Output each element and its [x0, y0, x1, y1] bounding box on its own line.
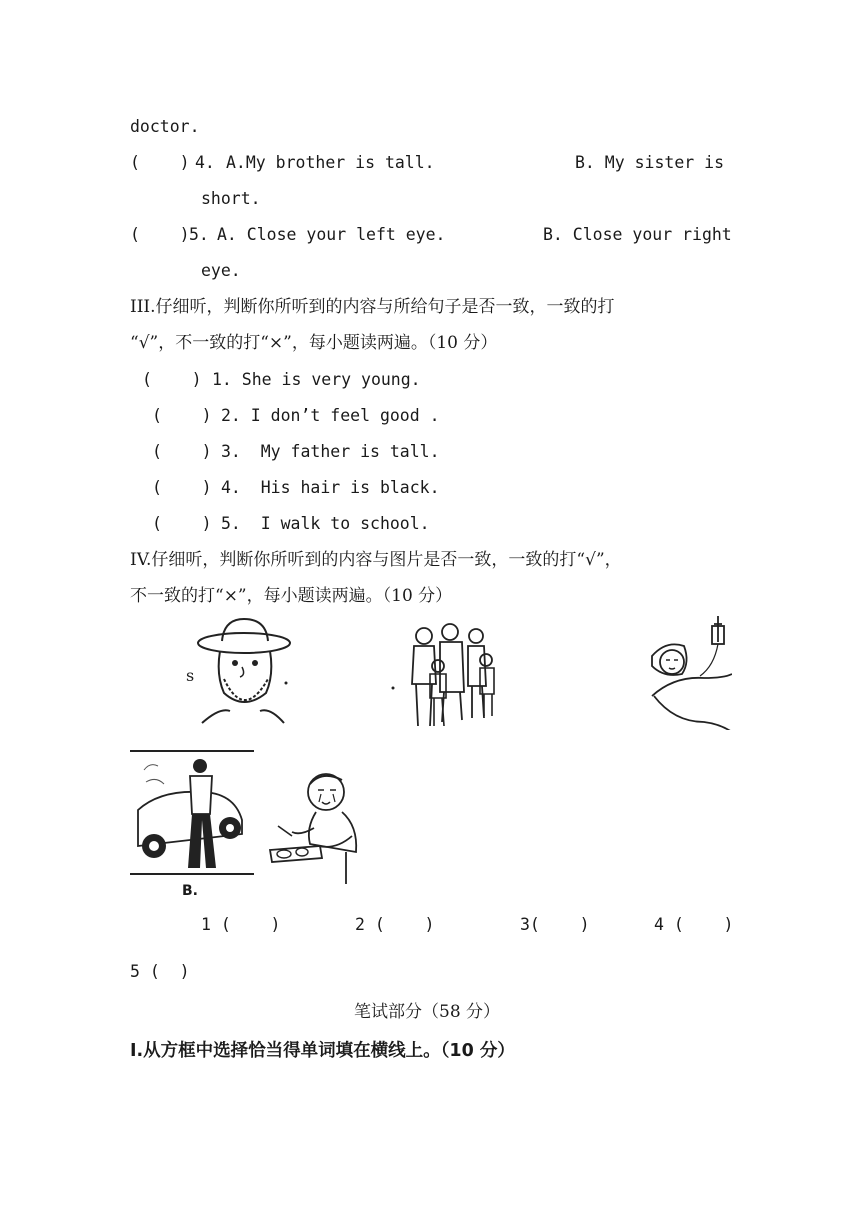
sentence-item: 5. I walk to school. [221, 514, 430, 533]
sentence-item: 2. I don’t feel good . [221, 406, 440, 425]
picture-caption: B. [182, 883, 198, 899]
question-number: 4. [195, 153, 215, 172]
option-b: B. Close your right [543, 225, 732, 244]
answer-blank[interactable]: ( ) [142, 370, 202, 389]
picture-policeman-car [130, 750, 254, 880]
svg-text:s: s [186, 666, 195, 685]
answer-blank[interactable]: ( ) [130, 225, 190, 244]
picture-crying-cook [266, 766, 362, 888]
option-a: A.My brother is tall. [226, 153, 435, 172]
previous-item-tail: doctor. [130, 117, 200, 136]
section-4-heading-cont: 不一致的打“×”，每小题读两遍。（10 分） [130, 586, 453, 606]
option-b-continued: eye. [201, 261, 241, 280]
option-b: B. My sister is [575, 153, 725, 172]
sentence-item: 4. His hair is black. [221, 478, 440, 497]
picture-answer-1[interactable]: 1 ( ) [201, 915, 281, 934]
answer-blank[interactable]: ( ) [152, 406, 212, 425]
picture-family [388, 622, 503, 732]
option-b-continued: short. [201, 189, 261, 208]
option-a: A. Close your left eye. [217, 225, 446, 244]
answer-blank[interactable]: ( ) [152, 514, 212, 533]
question-number: 5. [189, 225, 209, 244]
written-section-1-heading: Ⅰ.从方框中选择恰当得单词填在横线上。（10 分） [130, 1041, 515, 1061]
section-4-heading: IV.仔细听，判断你所听到的内容与图片是否一致，一致的打“√”， [130, 550, 622, 570]
section-3-heading-cont: “√”，不一致的打“×”，每小题读两遍。（10 分） [130, 333, 498, 353]
sentence-item: 1. She is very young. [212, 370, 421, 389]
answer-blank[interactable]: ( ) [152, 442, 212, 461]
picture-old-man [180, 615, 300, 727]
written-part-title: 笔试部分（58 分） [354, 1002, 501, 1022]
section-3-heading: III.仔细听，判断你所听到的内容与所给句子是否一致，一致的打 [130, 297, 615, 317]
picture-sick-child [644, 612, 732, 730]
answer-blank[interactable]: ( ) [152, 478, 212, 497]
picture-answer-2[interactable]: 2 ( ) [355, 915, 435, 934]
answer-blank[interactable]: ( ) [130, 153, 190, 172]
picture-answer-4[interactable]: 4 ( ) [654, 915, 734, 934]
sentence-item: 3. My father is tall. [221, 442, 440, 461]
picture-answer-3[interactable]: 3( ) [520, 915, 590, 934]
picture-answer-5[interactable]: 5 ( ) [130, 962, 190, 981]
